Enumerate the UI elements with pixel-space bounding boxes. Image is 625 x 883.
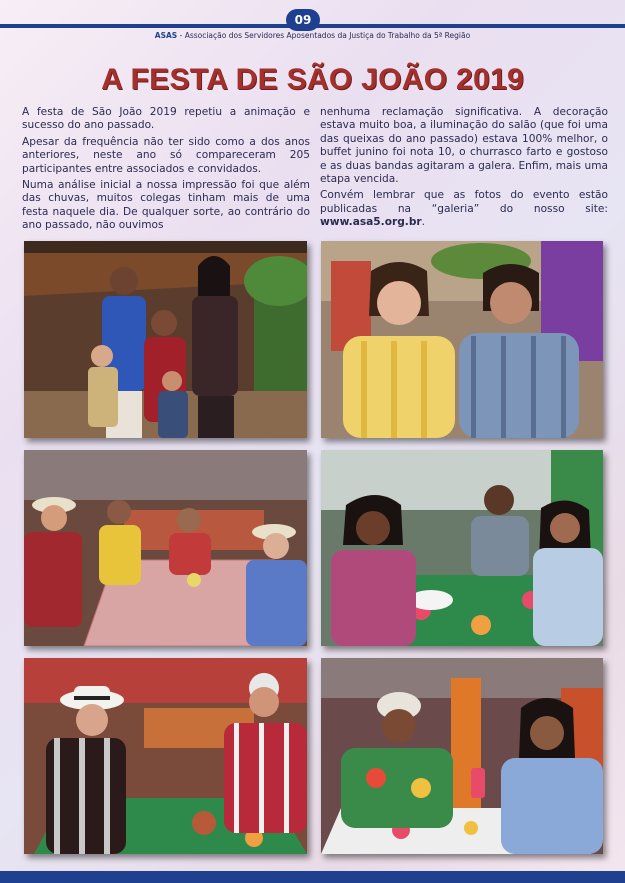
photo-couple-table [24, 658, 307, 854]
article-column-right [320, 106, 608, 233]
paragraph: Apesar da frequência não ter sido como a dos anos anteriores, neste ano só compareceram 205 participantes entre associados e convidados. [22, 135, 310, 175]
photo-table-group-1 [24, 450, 307, 646]
org-full-name: - Associação dos Servidores Aposentados da Justiça do Trabalho da 5ª Região [177, 31, 471, 40]
photo-two-women [321, 241, 603, 438]
closing-text: Convém lembrar que as fotos do evento estão publicadas na “galeria” do nosso site: [320, 189, 608, 215]
paragraph: nenhuma reclamação significativa. A decoração estava muito boa, a iluminação do salão (que foi uma das queixas do ano passado) estava 100% melhor, o buffet junino foi nota 10, o churrasco farto e gostoso e as duas bandas agitaram a galera. Enfim, mais uma etapa vencida. [320, 106, 608, 186]
paragraph: A festa de São João 2019 repetiu a animação e sucesso do ano passado. [22, 106, 310, 132]
org-short-name: ASAS [154, 31, 178, 40]
photo-table-group-2 [321, 450, 603, 646]
footer-bar [0, 871, 625, 883]
article-column-left [22, 106, 310, 236]
article-title: A FESTA DE SÃO JOÃO 2019 [101, 63, 524, 96]
header-org-line [0, 31, 625, 40]
paragraph: Numa análise inicial a nossa impressão foi que além das chuvas, muitos colegas tinham mais de uma festa naquele dia. De qualquer sorte, ao contrário do ano passado, não ouvimos [22, 179, 310, 232]
closing-end: . [421, 216, 425, 229]
closing-paragraph [320, 189, 608, 229]
page-number: 09 [286, 9, 320, 31]
photo-family-group [24, 241, 307, 438]
photo-two-women-table [321, 658, 603, 854]
site-link[interactable]: www.asa5.org.br [320, 216, 422, 229]
